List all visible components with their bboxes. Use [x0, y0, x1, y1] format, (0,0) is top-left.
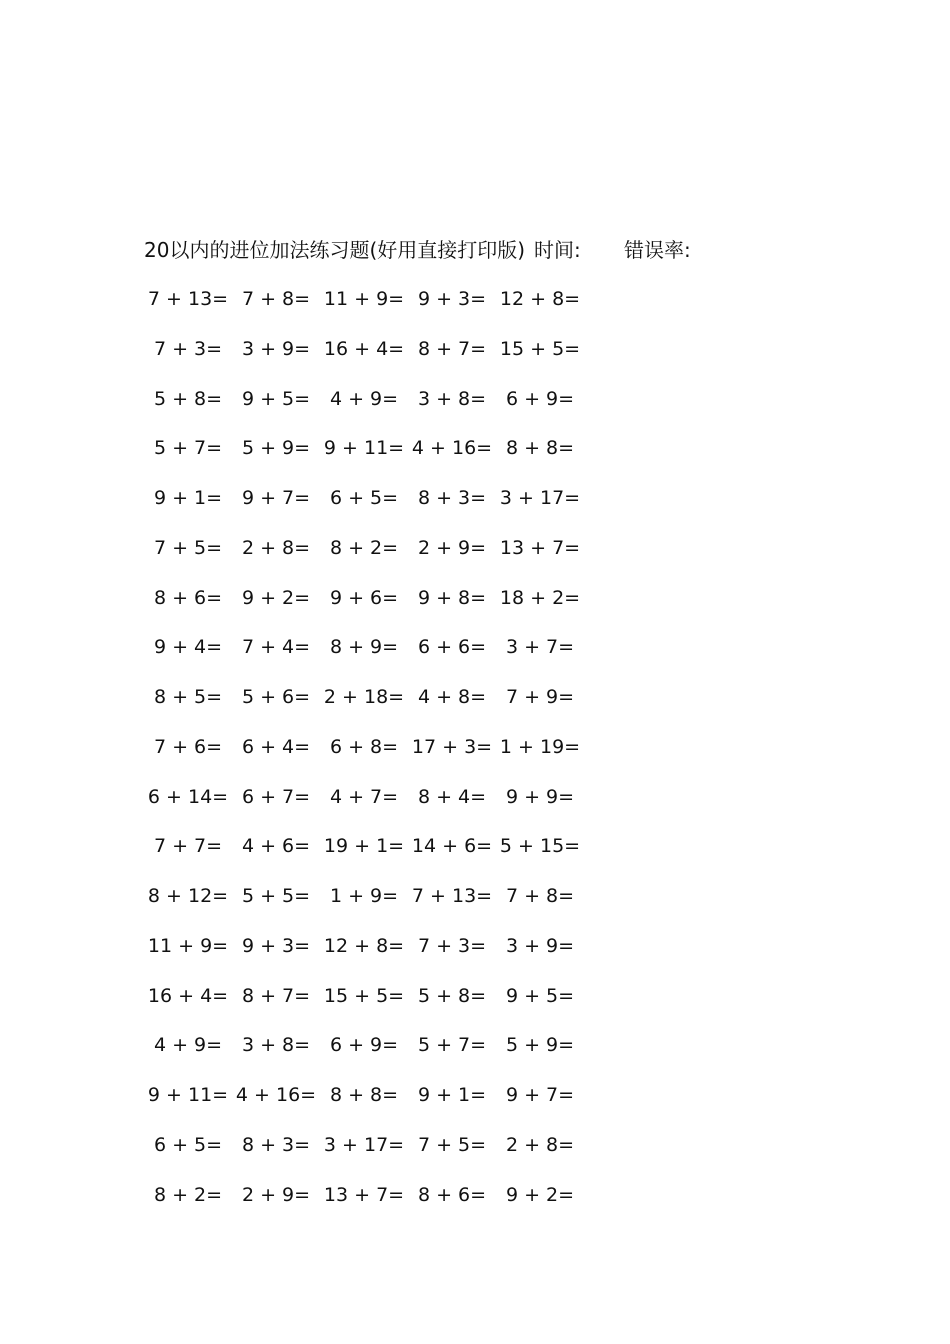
- addition-problem: 5 + 9=: [241, 437, 311, 460]
- problem-row: [144, 684, 644, 734]
- addition-problem: 4 + 9=: [329, 387, 399, 410]
- addition-problem: 9 + 11=: [147, 1084, 229, 1107]
- problem-row: [144, 485, 644, 535]
- addition-problem: 8 + 12=: [147, 885, 229, 908]
- addition-problem: 8 + 6=: [417, 1183, 487, 1206]
- time-label: 时间:: [534, 238, 581, 262]
- addition-problem: 5 + 15=: [499, 835, 581, 858]
- problem-row: [144, 833, 644, 883]
- addition-problem: 3 + 17=: [499, 487, 581, 510]
- addition-problem: 8 + 8=: [505, 437, 575, 460]
- problem-row: [144, 634, 644, 684]
- addition-problem: 8 + 3=: [417, 487, 487, 510]
- addition-problem: 11 + 9=: [147, 934, 229, 957]
- addition-problem: 16 + 4=: [323, 337, 405, 360]
- addition-problem: 7 + 13=: [411, 885, 493, 908]
- addition-problem: 6 + 7=: [241, 785, 311, 808]
- addition-problem: 15 + 5=: [499, 337, 581, 360]
- addition-problem: 3 + 8=: [241, 1034, 311, 1057]
- addition-problem: 14 + 6=: [411, 835, 493, 858]
- addition-problem: 6 + 14=: [147, 785, 229, 808]
- addition-problem: 9 + 3=: [417, 288, 487, 310]
- addition-problem: 3 + 9=: [241, 337, 311, 360]
- addition-problem: 5 + 7=: [417, 1034, 487, 1057]
- error-rate-label: 错误率:: [624, 238, 691, 262]
- addition-problem: 5 + 8=: [153, 387, 223, 410]
- addition-problem: 7 + 13=: [147, 288, 229, 310]
- addition-problem: 2 + 8=: [241, 536, 311, 559]
- addition-problem: 15 + 5=: [323, 984, 405, 1007]
- addition-problem: 6 + 5=: [153, 1134, 223, 1157]
- addition-problem: 7 + 3=: [153, 337, 223, 360]
- addition-problem: 4 + 6=: [241, 835, 311, 858]
- addition-problem: 19 + 1=: [323, 835, 405, 858]
- addition-problem: 8 + 6=: [153, 586, 223, 609]
- addition-problem: 6 + 6=: [417, 636, 487, 659]
- addition-problem: 2 + 8=: [505, 1134, 575, 1157]
- addition-problem: 3 + 7=: [505, 636, 575, 659]
- addition-problem: 9 + 7=: [505, 1084, 575, 1107]
- problem-row: [144, 286, 644, 336]
- addition-problem: 9 + 5=: [241, 387, 311, 410]
- addition-problem: 8 + 7=: [241, 984, 311, 1007]
- addition-problem: 9 + 8=: [417, 586, 487, 609]
- addition-problem: 5 + 8=: [417, 984, 487, 1007]
- addition-problem: 8 + 2=: [153, 1183, 223, 1206]
- problem-row: [144, 336, 644, 386]
- addition-problem: 9 + 9=: [505, 785, 575, 808]
- problem-row: [144, 1132, 644, 1182]
- problem-row: [144, 1082, 644, 1132]
- addition-problem: 8 + 5=: [153, 686, 223, 709]
- addition-problem: 9 + 11=: [323, 437, 405, 460]
- addition-problem: 4 + 8=: [417, 686, 487, 709]
- addition-problem: 7 + 5=: [153, 536, 223, 559]
- addition-problem: 5 + 9=: [505, 1034, 575, 1057]
- addition-problem: 5 + 6=: [241, 686, 311, 709]
- problem-row: [144, 734, 644, 784]
- addition-problem: 7 + 8=: [241, 288, 311, 310]
- addition-problem: 7 + 9=: [505, 686, 575, 709]
- addition-problem: 11 + 9=: [323, 288, 405, 310]
- addition-problem: 5 + 5=: [241, 885, 311, 908]
- addition-problem: 4 + 7=: [329, 785, 399, 808]
- addition-problem: 7 + 4=: [241, 636, 311, 659]
- addition-problem: 3 + 17=: [323, 1134, 405, 1157]
- addition-problem: 3 + 8=: [417, 387, 487, 410]
- problem-row: [144, 386, 644, 436]
- addition-problem: 7 + 6=: [153, 735, 223, 758]
- addition-problem: 8 + 2=: [329, 536, 399, 559]
- addition-problem: 4 + 16=: [411, 437, 493, 460]
- addition-problem: 7 + 5=: [417, 1134, 487, 1157]
- addition-problem: 9 + 2=: [241, 586, 311, 609]
- addition-problem: 6 + 9=: [329, 1034, 399, 1057]
- addition-problem: 3 + 9=: [505, 934, 575, 957]
- addition-problem: 4 + 16=: [235, 1084, 317, 1107]
- addition-problem: 1 + 9=: [329, 885, 399, 908]
- addition-problem: 18 + 2=: [499, 586, 581, 609]
- addition-problem: 8 + 3=: [241, 1134, 311, 1157]
- addition-problem: 13 + 7=: [499, 536, 581, 559]
- addition-problem: 7 + 8=: [505, 885, 575, 908]
- addition-problem: 6 + 5=: [329, 487, 399, 510]
- problem-row: [144, 435, 644, 485]
- addition-problem: 9 + 7=: [241, 487, 311, 510]
- problem-row: [144, 983, 644, 1033]
- addition-problem: 8 + 7=: [417, 337, 487, 360]
- addition-problem: 6 + 8=: [329, 735, 399, 758]
- addition-problem: 17 + 3=: [411, 735, 493, 758]
- addition-problem: 7 + 3=: [417, 934, 487, 957]
- addition-problem: 9 + 2=: [505, 1183, 575, 1206]
- addition-problem: 16 + 4=: [147, 984, 229, 1007]
- addition-problem: 8 + 4=: [417, 785, 487, 808]
- addition-problem: 9 + 4=: [153, 636, 223, 659]
- addition-problem: 9 + 6=: [329, 586, 399, 609]
- problem-row: [144, 933, 644, 983]
- problem-row: [144, 535, 644, 585]
- problem-row: [144, 1032, 644, 1082]
- problem-row: [144, 1182, 644, 1232]
- problem-row: [144, 784, 644, 834]
- addition-problem: 2 + 9=: [241, 1183, 311, 1206]
- addition-problem: 1 + 19=: [499, 735, 581, 758]
- addition-problem: 12 + 8=: [499, 288, 581, 310]
- worksheet-header: [144, 236, 784, 264]
- addition-problem: 6 + 4=: [241, 735, 311, 758]
- addition-problem: 6 + 9=: [505, 387, 575, 410]
- addition-problem: 9 + 3=: [241, 934, 311, 957]
- addition-problem: 2 + 9=: [417, 536, 487, 559]
- problem-row: [144, 585, 644, 635]
- addition-problem: 4 + 9=: [153, 1034, 223, 1057]
- addition-problem: 9 + 1=: [417, 1084, 487, 1107]
- addition-problem: 9 + 5=: [505, 984, 575, 1007]
- addition-problem: 5 + 7=: [153, 437, 223, 460]
- problem-grid: [144, 286, 644, 1232]
- addition-problem: 8 + 9=: [329, 636, 399, 659]
- addition-problem: 7 + 7=: [153, 835, 223, 858]
- addition-problem: 13 + 7=: [323, 1183, 405, 1206]
- problem-row: [144, 883, 644, 933]
- addition-problem: 8 + 8=: [329, 1084, 399, 1107]
- addition-problem: 9 + 1=: [153, 487, 223, 510]
- addition-problem: 12 + 8=: [323, 934, 405, 957]
- addition-problem: 2 + 18=: [323, 686, 405, 709]
- worksheet-title: 20以内的进位加法练习题(好用直接打印版): [144, 238, 526, 262]
